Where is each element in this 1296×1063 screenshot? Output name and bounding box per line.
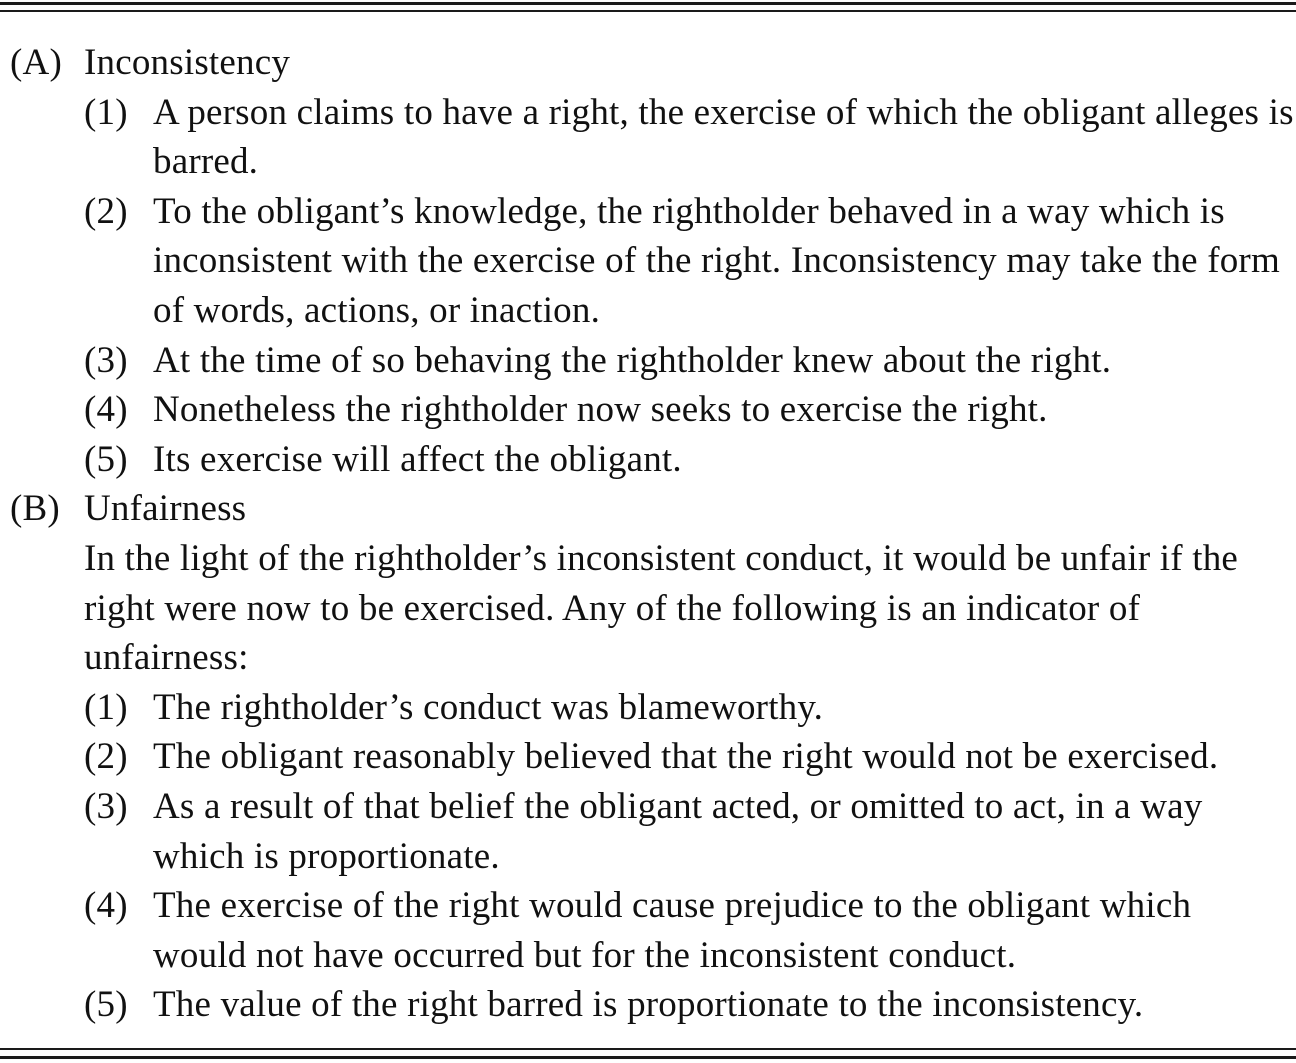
item-number: (4) bbox=[84, 885, 128, 927]
section-a-title: Inconsistency bbox=[84, 42, 291, 83]
item-number: (1) bbox=[84, 91, 128, 133]
section-a-label: (A) bbox=[10, 42, 62, 83]
section-a-item-1 bbox=[0, 88, 1294, 187]
item-number: (1) bbox=[84, 686, 128, 728]
item-text: The obligant reasonably believed that the right would not be exercised. bbox=[153, 736, 1219, 778]
section-b-item-1 bbox=[0, 683, 1294, 733]
item-text: As a result of that belief the obligant acted, or omitted to act, in a way which is proportionate. bbox=[153, 785, 1203, 877]
item-number: (5) bbox=[84, 438, 128, 480]
item-text: The value of the right barred is proportionate to the inconsistency. bbox=[153, 984, 1144, 1026]
section-b-item-2 bbox=[0, 732, 1294, 782]
item-number: (2) bbox=[84, 190, 128, 232]
item-text: A person claims to have a right, the exercise of which the obligant alleges is barred. bbox=[153, 91, 1294, 183]
item-text: The rightholder’s conduct was blameworthy. bbox=[153, 686, 824, 728]
item-number: (4) bbox=[84, 389, 128, 431]
item-number: (3) bbox=[84, 785, 128, 827]
section-a-heading bbox=[0, 38, 1296, 88]
top-rule-inner bbox=[0, 10, 1296, 12]
section-b-item-5 bbox=[0, 980, 1294, 1030]
section-b-item-3 bbox=[0, 782, 1294, 881]
section-b-intro: In the light of the rightholder’s inconsistent conduct, it would be unfair if the right were now to be exercised. Any of the following is an indicator of unfairness: bbox=[84, 537, 1239, 679]
section-b-item-4 bbox=[0, 881, 1294, 980]
bottom-rule-inner bbox=[0, 1048, 1296, 1050]
item-text: To the obligant’s knowledge, the rightholder behaved in a way which is inconsistent with the exercise of the right. Inconsistency may take the form of words, actions, or inaction. bbox=[153, 190, 1280, 331]
bottom-rule-outer bbox=[0, 1056, 1296, 1059]
item-number: (5) bbox=[84, 984, 128, 1026]
item-number: (3) bbox=[84, 339, 128, 381]
section-a-item-5 bbox=[0, 435, 1294, 485]
section-b-heading bbox=[0, 484, 1296, 534]
item-number: (2) bbox=[84, 736, 128, 778]
section-b-title: Unfairness bbox=[84, 488, 247, 530]
section-b-label: (B) bbox=[10, 488, 60, 530]
top-rule-outer bbox=[0, 2, 1296, 5]
section-a-item-3 bbox=[0, 336, 1294, 386]
item-text: Its exercise will affect the obligant. bbox=[153, 438, 682, 480]
criteria-list bbox=[0, 38, 1296, 1030]
section-a-item-4 bbox=[0, 385, 1294, 435]
item-text: The exercise of the right would cause prejudice to the obligant which would not have occurred but for the inconsistent conduct. bbox=[153, 885, 1192, 976]
item-text: Nonetheless the rightholder now seeks to exercise the right. bbox=[153, 389, 1048, 431]
item-text: At the time of so behaving the rightholder knew about the right. bbox=[153, 339, 1112, 381]
section-a-item-2 bbox=[0, 187, 1294, 336]
